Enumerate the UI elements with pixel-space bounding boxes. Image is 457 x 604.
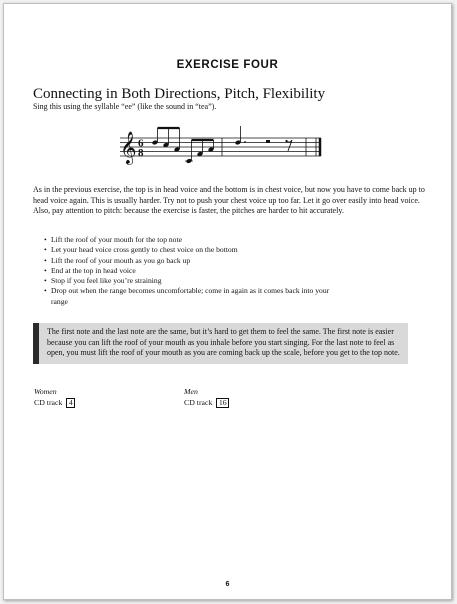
page-number: 6 bbox=[225, 581, 230, 588]
list-item-text: Lift the roof of your mouth for the top note bbox=[51, 235, 182, 244]
list-item-text: Let your head voice cross gently to chest voice on the bottom bbox=[51, 245, 238, 255]
track-label: Men bbox=[184, 387, 198, 396]
bullet-icon: • bbox=[44, 255, 47, 265]
list-item bbox=[44, 286, 344, 307]
track-number: 16 bbox=[216, 398, 229, 408]
instruction-text: Sing this using the syllable “ee” (like the sound in “tea”). bbox=[33, 102, 217, 111]
track-prefix: CD track bbox=[34, 397, 63, 407]
list-item bbox=[44, 235, 344, 245]
time-signature-top: 6 bbox=[138, 137, 144, 150]
document-page bbox=[3, 3, 452, 600]
list-item bbox=[44, 266, 344, 276]
tip-box: The first note and the last note are the same, but it’s hard to get them to feel the same. The first note is easier because you can lift the roof of your mouth as you inhale before you start singing. For the last note to feel as open, you must lift the roof of your mouth as you are coming back up the scale, before you get to the top note. bbox=[33, 323, 408, 364]
list-item bbox=[44, 256, 344, 266]
time-signature-bottom: 8 bbox=[138, 147, 144, 159]
bullet-icon: • bbox=[44, 265, 47, 275]
track-label: Women bbox=[34, 387, 57, 396]
men-track bbox=[184, 387, 229, 408]
bullet-list bbox=[44, 235, 344, 307]
bullet-icon: • bbox=[44, 245, 47, 255]
list-item bbox=[44, 276, 344, 286]
bullet-icon: • bbox=[44, 276, 47, 286]
list-item-text: End at the top in head voice bbox=[51, 265, 136, 275]
body-paragraph: As in the previous exercise, the top is in head voice and the bottom is in chest voice, but now you have to come back up to head voice again. This is usually harder. Try not to push your chest voice up too far. Let it go over easily into head voice. Also, pay attention to pitch: because the exercise is faster, the pitches are harder to hit accurately. bbox=[33, 185, 425, 215]
section-heading: Connecting in Both Directions, Pitch, Flexibility bbox=[33, 86, 326, 102]
exercise-title: EXERCISE FOUR bbox=[176, 59, 279, 71]
women-track bbox=[34, 387, 75, 408]
list-item-text: Drop out when the range becomes uncomfortable; come in again as it comes back into your range bbox=[51, 286, 330, 306]
track-number: 4 bbox=[66, 398, 75, 408]
track-prefix: CD track bbox=[184, 397, 213, 407]
music-notation bbox=[120, 124, 325, 170]
list-item bbox=[44, 245, 344, 255]
list-item-text: Stop if you feel like you’re straining bbox=[51, 276, 162, 286]
bullet-icon: • bbox=[44, 235, 47, 244]
bullet-icon: • bbox=[44, 286, 47, 296]
list-item-text: Lift the roof of your mouth as you go back up bbox=[51, 255, 191, 265]
treble-clef-icon: 𝄞 bbox=[120, 131, 137, 164]
